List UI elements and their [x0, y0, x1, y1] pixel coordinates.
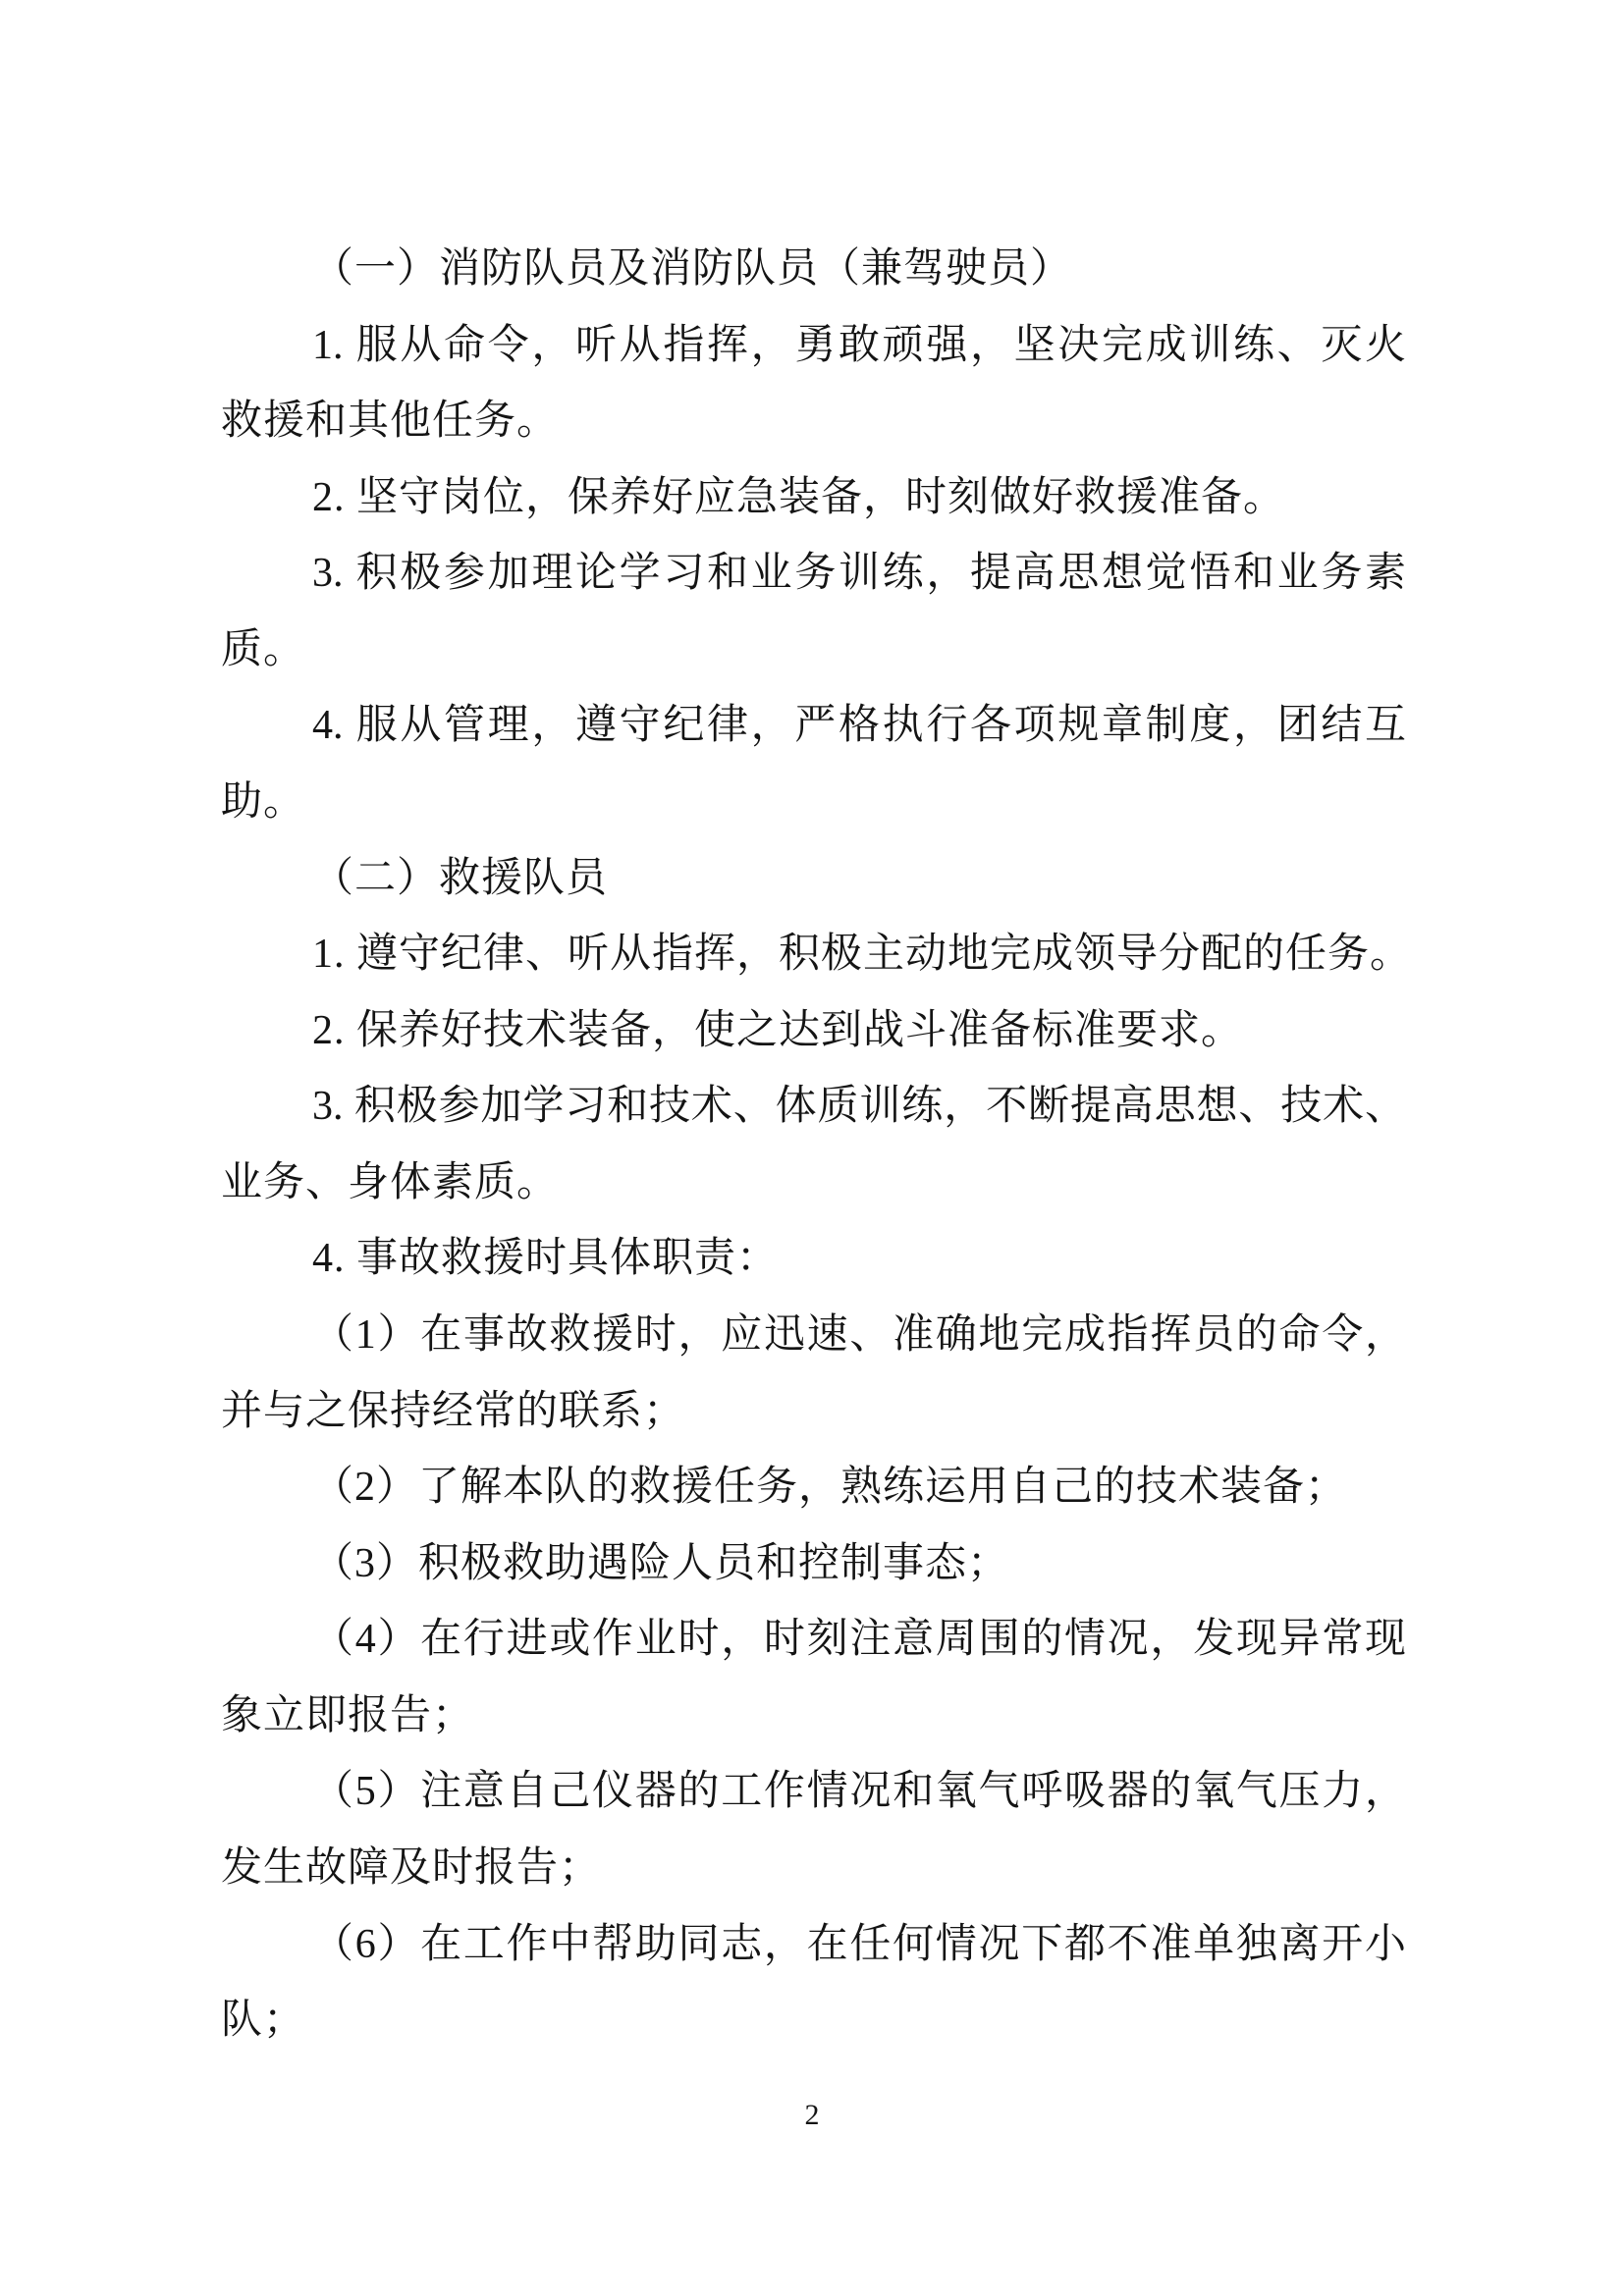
- text-line: 助。: [221, 779, 306, 825]
- text-line: 并与之保持经常的联系；: [221, 1389, 686, 1434]
- page-number: 2: [804, 2099, 820, 2131]
- section-heading: （二）救援队员: [312, 856, 609, 901]
- text-line: 1. 服从命令，听从指挥，勇敢顽强，坚决完成训练、灭火: [312, 323, 1406, 368]
- text-line: 2. 保养好技术装备，使之达到战斗准备标准要求。: [312, 1008, 1244, 1053]
- text-line: 1. 遵守纪律、听从指挥，积极主动地完成领导分配的任务。: [312, 932, 1413, 977]
- text-line: （1）在事故救援时，应迅速、准确地完成指挥员的命令，: [312, 1312, 1406, 1358]
- text-line: 救援和其他任务。: [221, 399, 560, 444]
- text-line: 4. 服从管理，遵守纪律，严格执行各项规章制度，团结互: [312, 703, 1406, 748]
- text-line: （6）在工作中帮助同志，在任何情况下都不准单独离开小: [312, 1922, 1406, 1967]
- text-line: 发生故障及时报告；: [221, 1845, 602, 1891]
- text-line: 象立即报告；: [221, 1693, 475, 1738]
- text-line: 质。: [221, 627, 306, 672]
- section-heading: （一）消防队员及消防队员（兼驾驶员）: [312, 246, 1073, 292]
- text-line: （5）注意自己仪器的工作情况和氧气呼吸器的氧气压力，: [312, 1769, 1406, 1814]
- text-line: （3）积极救助遇险人员和控制事态；: [312, 1541, 1010, 1586]
- text-line: 队；: [221, 1998, 306, 2043]
- text-line: 2. 坚守岗位，保养好应急装备，时刻做好救援准备。: [312, 475, 1286, 520]
- text-line: （4）在行进或作业时，时刻注意周围的情况，发现异常现: [312, 1617, 1406, 1662]
- text-line: 4. 事故救援时具体职责：: [312, 1236, 780, 1281]
- text-line: 业务、身体素质。: [221, 1160, 560, 1205]
- text-line: 3. 积极参加学习和技术、体质训练，不断提高思想、技术、: [312, 1084, 1406, 1129]
- text-line: （2）了解本队的救援任务，熟练运用自己的技术装备；: [312, 1465, 1348, 1510]
- text-line: 3. 积极参加理论学习和业务训练，提高思想觉悟和业务素: [312, 551, 1406, 596]
